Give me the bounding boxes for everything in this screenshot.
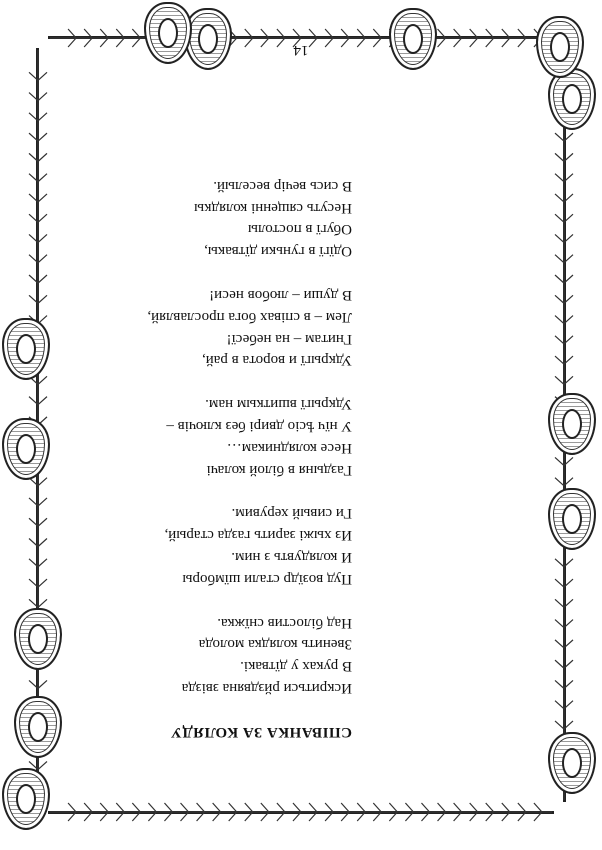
- ornament-egg-icon: [14, 608, 62, 670]
- poem-line: Несуть сященні колядкы: [194, 199, 352, 216]
- page-title: СПІВАНКА ЗА КОЛЯДУ: [170, 724, 352, 740]
- poem-line: Над білостив снїжка.: [217, 614, 352, 631]
- page-number: 14: [293, 42, 309, 58]
- poem-stanza: [147, 174, 352, 261]
- poem-line: В души – любов неси!: [209, 287, 352, 304]
- poem-line: Искритьси рйздвяна звізда: [181, 680, 352, 696]
- ornament-egg-icon: [389, 8, 437, 70]
- poem-body: [147, 152, 352, 698]
- poem-line: И колядувть з ним.: [231, 549, 352, 566]
- poem-line: Обугї в постолы: [247, 221, 352, 238]
- poem-line: Газдыня в білой колачі: [206, 461, 352, 478]
- poem-line: Ги сивый херувим.: [231, 505, 352, 522]
- ornament-egg-icon: [548, 393, 596, 455]
- poem-stanza: [147, 502, 352, 589]
- poem-line: В руках у дїтвакі.: [240, 658, 352, 675]
- poem-stanza: [147, 611, 352, 698]
- ornament-egg-icon: [548, 732, 596, 794]
- poem-line: Гнитам – на небесї!: [226, 330, 352, 347]
- poem-line: Звенить колядка молода: [198, 636, 352, 653]
- ornament-egg-icon: [14, 696, 62, 758]
- poem-line: Лем – в співах бога прославляй,: [147, 308, 352, 325]
- ornament-egg-icon: [2, 768, 50, 830]
- poem-line: У нїч ѣсіо двирі без ключів –: [166, 418, 352, 435]
- ornament-egg-icon: [548, 488, 596, 550]
- poem-line: Одїгї в гуньки дїтвакы,: [204, 243, 352, 260]
- poem-stanza: [147, 283, 352, 370]
- poem-line: Пуд возїдр стали шїмборы: [182, 570, 352, 587]
- poem-line: В сись вечір веселый.: [213, 177, 352, 194]
- poem-line: Из хыжі зарить газда старый,: [164, 527, 352, 544]
- poem-line: Удкрыгї и ворота в рай,: [201, 352, 352, 369]
- poem-line: Удкрыгї вшиткым нам.: [205, 396, 352, 413]
- ornament-egg-icon: [184, 8, 232, 70]
- poem-stanza: [147, 392, 352, 479]
- poem-line: Несе колядникам…: [226, 439, 352, 456]
- leaf-garland-top: [50, 798, 552, 826]
